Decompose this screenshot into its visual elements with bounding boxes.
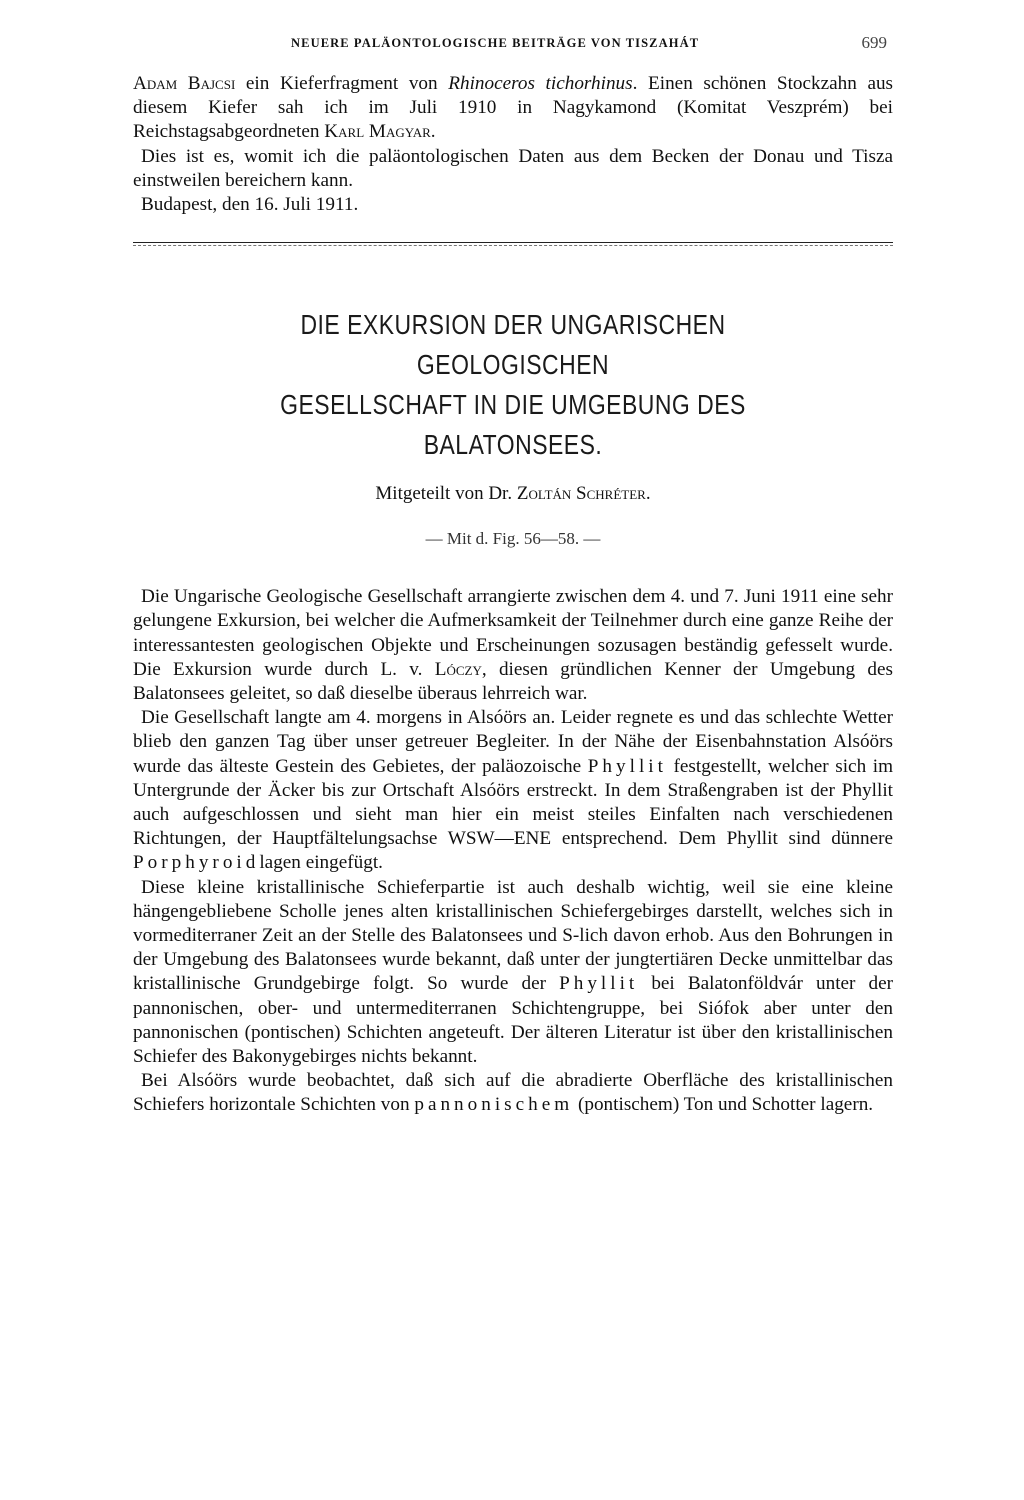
text-run: . Einen schönen Stockzahn aus diesem Kiefer sah ich im Juli 1910 in Nagykamond (Komitat Veszprém) bei Reichstagsabgeordneten: [133, 73, 894, 143]
species-name: Rhinoceros tichorhinus: [448, 73, 633, 94]
paragraph: [133, 585, 893, 706]
person-name: Karl Magyar: [324, 121, 431, 143]
text-run: , diesen gründlichen Kenner der Umgebung des Balatonsees geleitet, so daß dieselbe überaus lehrreich war.: [133, 658, 893, 705]
person-name: Lóczy: [434, 658, 482, 680]
text-run: Die Ungarische Geologische Gesellschaft arrangierte zwischen dem 4. und 7. Juni 1911 eine sehr gelungene Exkursion, bei welcher die Aufmerksamkeit der Teilnehmer durch eine ganze Reihe der interessantesten geologischen Objekte und Erscheinungen sozusagen beständig gefesselt wurde. Die Exkursion wurde durch L. v.: [133, 586, 893, 680]
divider-rule-faint: [133, 245, 893, 246]
spaced-term: pannonischem: [414, 1094, 574, 1116]
paragraph: [133, 876, 893, 1070]
byline-suffix: .: [645, 483, 651, 505]
figure-reference: — Mit d. Fig. 56—58. —: [425, 529, 601, 549]
text-run: bei Balatonföldvár unter der pannonischen, ober- und untermediterranen Schichtengruppe, bei Siófok aber unter den pannonischen (pontischen) Schichten angeteuft. Der älteren Literatur ist über den kristallinischen Schiefer des Bakonygebirges nichts bekannt.: [133, 973, 894, 1068]
section-divider: [133, 237, 893, 249]
person-name: Adam Bajcsi: [133, 73, 236, 94]
article-title-line: GESELLSCHAFT IN DIE UMGEBUNG DES BALATONSEES.: [280, 389, 746, 461]
previous-article-ending: [133, 72, 893, 217]
paragraph: [133, 72, 893, 145]
document-page: [133, 28, 893, 1118]
paragraph: Dies ist es, womit ich die paläontologischen Daten aus dem Becken der Donau und Tisza einstweilen bereichern kann.: [133, 145, 893, 191]
article-body: [133, 585, 893, 1117]
author-name: Zoltán Schréter: [516, 483, 646, 505]
article-title: [201, 305, 824, 465]
text-run: Diese kleine kristallinische Schieferpartie ist auch deshalb wichtig, weil sie eine kleine hängengebliebene Scholle jenes alten kristallinischen Schiefergebirges darstellt, welches sich in vormediterraner Zeit an der Stelle des Balatonsees und S-lich davon erhob. Aus den Bohrungen in der Umgebung des Balatonsees wurde bekannt, daß unter der jungtertiären Decke unmittelbar das kristallinische Grundgebirge folgt. So wurde der: [133, 876, 893, 995]
page-number: 699: [861, 33, 887, 52]
article-title-line: DIE EXKURSION DER UNGARISCHEN GEOLOGISCHEN: [300, 309, 726, 381]
byline: [133, 483, 893, 505]
spaced-term: Phyllit: [587, 755, 667, 777]
spaced-term: Porphyroid: [133, 852, 260, 874]
text-run: Bei Alsóörs wurde beobachtet, daß sich auf die abradierte Oberfläche des kristallinischen Schiefers horizontale Schichten von: [133, 1070, 893, 1116]
text-run: (pontischem) Ton und Schotter lagern.: [573, 1094, 874, 1116]
text-run: ein Kieferfragment von: [235, 73, 449, 94]
paragraph: [133, 706, 893, 875]
running-title: NEUERE PALÄONTOLOGISCHE BEITRÄGE VON TISZAHÁT: [291, 36, 700, 50]
text-run: Die Gesellschaft langte am 4. morgens in Alsóörs an. Leider regnete es und das schlechte Wetter blieb den ganzen Tag über unser getreuer Begleiter. In der Nähe der Eisenbahnstation Alsóörs wurde das älteste Gestein des Gebietes, der paläozoische: [133, 707, 893, 777]
byline-prefix: Mitgeteilt von Dr.: [375, 483, 517, 505]
paragraph: [133, 1069, 893, 1117]
text-run: lagen eingefügt.: [259, 852, 383, 874]
text-run: .: [430, 121, 436, 143]
place-date-line: Budapest, den 16. Juli 1911.: [141, 194, 359, 216]
spaced-term: Phyllit: [559, 973, 639, 995]
text-run: festgestellt, welcher sich im Untergrunde der Äcker bis zur Ortschaft Alsóörs erstreckt. In dem Straßengraben ist der Phyllit auch aufgeschlossen und sieht man hier ein meist steiles Einfalten nach verschiedenen Richtungen, der Hauptfältelungsachse WSW—ENE entsprechend. Dem Phyllit sind dünnere: [133, 755, 893, 850]
running-header: [133, 28, 893, 58]
divider-rule: [133, 242, 893, 243]
